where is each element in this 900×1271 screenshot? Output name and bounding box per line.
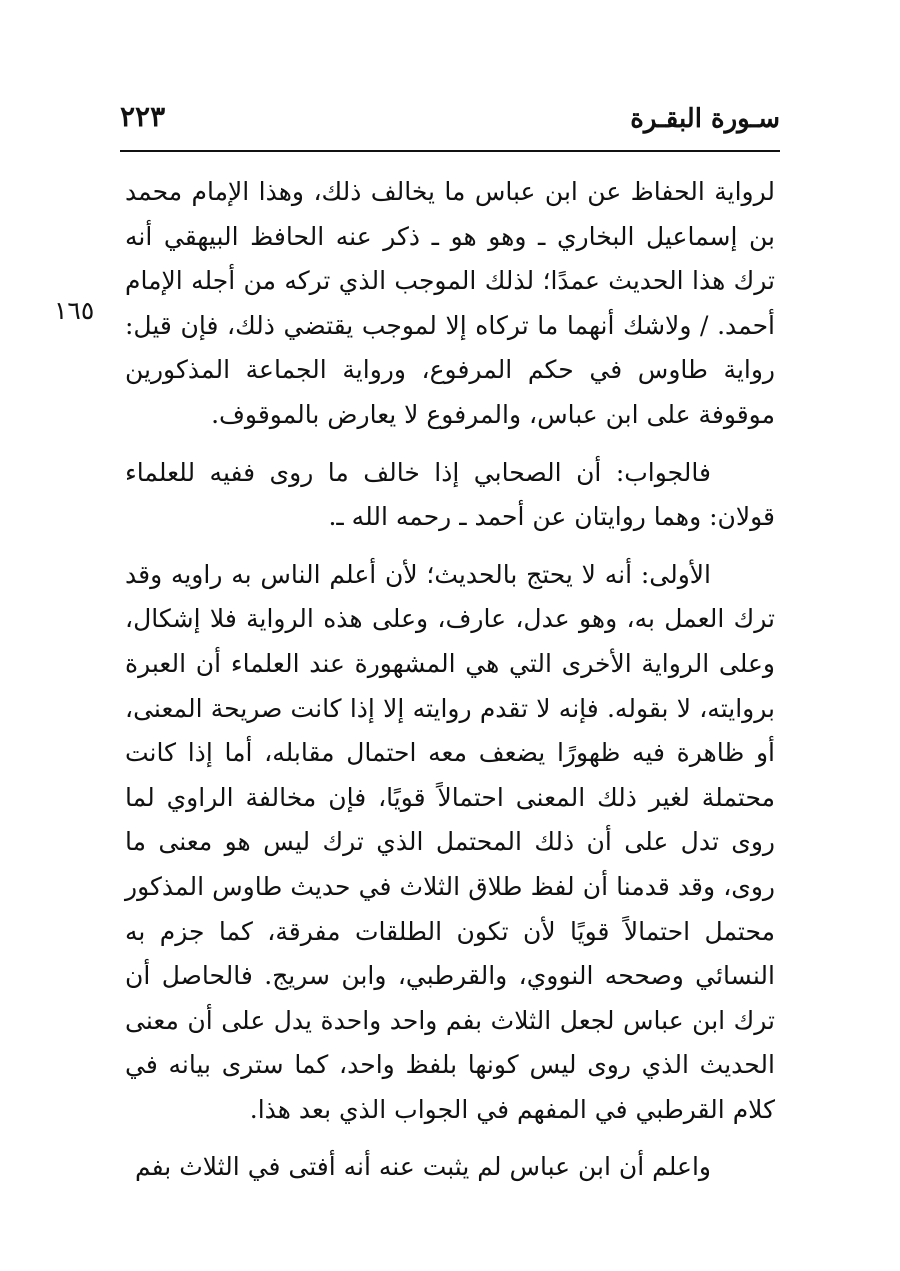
page-body bbox=[125, 170, 775, 1190]
margin-page-reference: ١٦٥ bbox=[54, 296, 95, 325]
paragraph-2: فالجواب: أن الصحابي إذا خالف ما روى ففيه للعلماء قولان: وهما روايتان عن أحمد ـ رحمه الله ـ. bbox=[125, 457, 775, 532]
page-number: ٢٢٣ bbox=[120, 100, 166, 133]
header-divider bbox=[120, 150, 780, 152]
paragraph-1: لرواية الحفاظ عن ابن عباس ما يخالف ذلك، وهذا الإمام محمد بن إسماعيل البخاري ـ وهو هو ـ ذكر عنه الحافظ البيهقي أنه ترك هذا الحديث عمدًا؛ لذلك الموجب الذي تركه من أجله الإمام أحمد. / ولاشك أنهما ما تركاه إلا لموجب يقتضي ذلك، فإن قيل: رواية طاوس في حكم المرفوع، ورواية الجماعة المذكورين موقوفة على ابن عباس، والمرفوع لا يعارض بالموقوف. bbox=[125, 177, 775, 429]
paragraph-3: الأولى: أنه لا يحتج بالحديث؛ لأن أعلم الناس به راويه وقد ترك العمل به، وهو عدل، عارف، وعلى هذه الرواية فلا إشكال، وعلى الرواية الأخرى التي هي المشهورة عند العلماء أن العبرة بروايته، لا بقوله. فإنه لا تقدم روايته إلا إذا كانت صريحة المعنى، أو ظاهرة فيه ظهورًا يضعف معه احتمال مقابله، أما إذا كانت محتملة لغير ذلك المعنى احتمالاً قويًا، فإن مخالفة الراوي لما روى تدل على أن ذلك المحتمل الذي ترك ليس هو معنى ما روى، وقد قدمنا أن لفظ طلاق الثلاث في حديث طاوس المذكور محتمل احتمالاً قويًا لأن تكون الطلقات مفرقة، كما جزم به النسائي وصححه النووي، والقرطبي، وابن سريج. فالحاصل أن ترك ابن عباس لجعل الثلاث بفم واحد واحدة يدل على أن معنى الحديث الذي روى ليس كونها بلفظ واحد، كما سترى بيانه في كلام القرطبي في المفهم في الجواب الذي بعد هذا. bbox=[125, 559, 775, 1124]
surah-title: سـورة البقـرة bbox=[630, 104, 780, 134]
paragraph-4: واعلم أن ابن عباس لم يثبت عنه أنه أفتى في الثلاث بفم bbox=[135, 1152, 711, 1182]
running-header bbox=[120, 98, 780, 148]
